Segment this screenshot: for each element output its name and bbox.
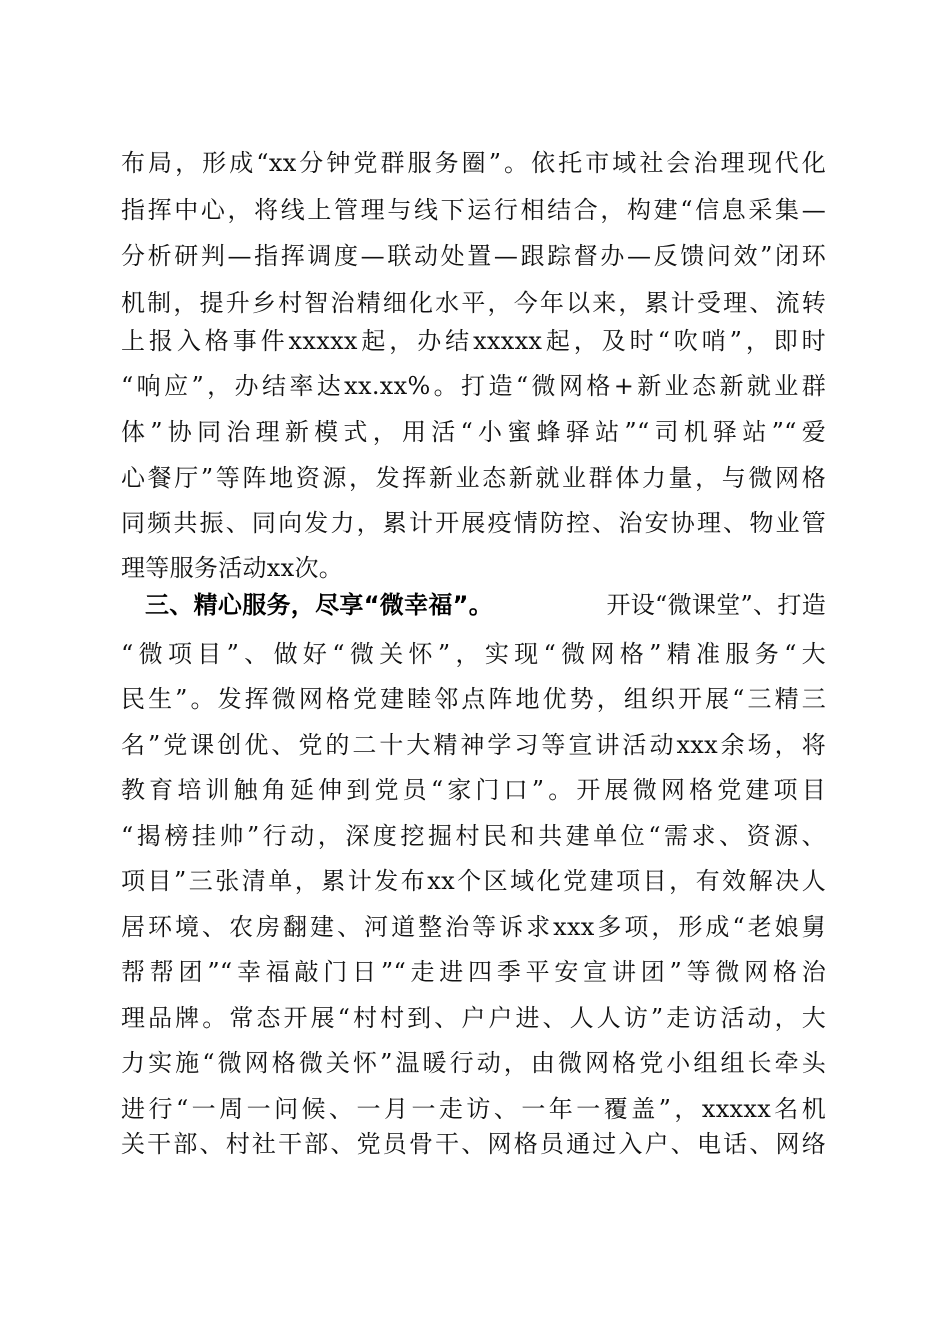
paragraph-line: 民生”。发挥微网格党建睦邻点阵地优势，组织开展“三精三 — [121, 685, 826, 713]
paragraph-line: 项目”三张清单，累计发布xx个区域化党建项目，有效解决人 — [121, 867, 826, 895]
paragraph-line: 布局，形成“xx分钟党群服务圈”。依托市域社会治理现代化 — [121, 149, 826, 177]
paragraph-line: 居环境、农房翻建、河道整治等诉求xxx多项，形成“老娘舅 — [121, 913, 826, 941]
paragraph-line: 体”协同治理新模式，用活“小蜜蜂驿站”“司机驿站”“爱 — [121, 418, 826, 446]
section-heading-line — [145, 585, 826, 625]
paragraph-line: 帮帮团”“幸福敲门日”“走进四季平安宣讲团”等微网格治 — [121, 958, 826, 986]
paragraph-line: “微项目”、做好“微关怀”，实现“微网格”精准服务“大 — [121, 640, 826, 668]
paragraph-line: 进行“一周一问候、一月一走访、一年一覆盖”，xxxxx名机 — [121, 1095, 826, 1123]
paragraph-line: 上报入格事件xxxxx起，办结xxxxx起，及时“吹哨”，即时 — [121, 327, 826, 355]
section-heading-rest: 开设“微课堂”、打造 — [606, 591, 826, 619]
paragraph-line: 关干部、村社干部、党员骨干、网格员通过入户、电话、网络 — [121, 1130, 826, 1158]
paragraph-line: “响应”，办结率达xx.xx%。打造“微网格+新业态新就业群 — [121, 372, 826, 400]
paragraph-line: 名”党课创优、党的二十大精神学习等宣讲活动xxx余场，将 — [121, 731, 826, 759]
paragraph-line: 教育培训触角延伸到党员“家门口”。开展微网格党建项目 — [121, 776, 826, 804]
paragraph-line: 机制，提升乡村智治精细化水平，今年以来，累计受理、流转 — [121, 289, 826, 317]
section-heading: 三、精心服务，尽享“微幸福”。 — [145, 591, 494, 619]
paragraph-line: 理品牌。常态开展“村村到、户户进、人人访”走访活动，大 — [121, 1004, 826, 1032]
paragraph-line: 同频共振、同向发力，累计开展疫情防控、治安协理、物业管 — [121, 509, 826, 537]
paragraph-line: 力实施“微网格微关怀”温暖行动，由微网格党小组组长牵头 — [121, 1049, 826, 1077]
paragraph-line: “揭榜挂帅”行动，深度挖掘村民和共建单位“需求、资源、 — [121, 822, 826, 850]
paragraph-line: 指挥中心，将线上管理与线下运行相结合，构建“信息采集— — [121, 196, 826, 224]
paragraph-line: 心餐厅”等阵地资源，发挥新业态新就业群体力量，与微网格 — [121, 464, 826, 492]
paragraph-line: 理等服务活动xx次。 — [121, 554, 344, 582]
paragraph-line: 分析研判—指挥调度—联动处置—跟踪督办—反馈问效”闭环 — [121, 242, 826, 270]
